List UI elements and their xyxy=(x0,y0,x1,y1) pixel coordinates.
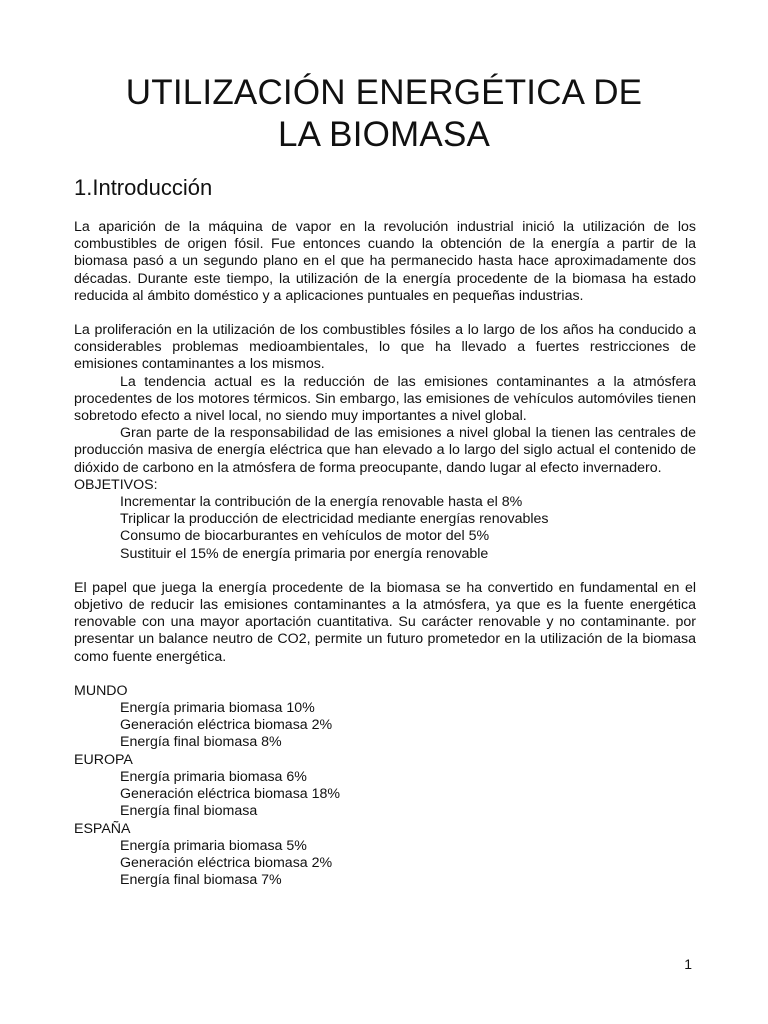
region-stat-item: Energía primaria biomasa 5% xyxy=(120,837,307,854)
region-stat-item: Generación eléctrica biomasa 2% xyxy=(120,717,333,734)
paragraph-gap xyxy=(74,305,696,322)
paragraph-intro: La aparición de la máquina de vapor en la revolución industrial inició la utilización de los combustibles de origen fósil. Fue entonces cuando la obtención de la energía a partir de la biomasa pasó a un segundo plano en el que ha permanecido hasta hace aproximadamente dos décadas. Durante este tiempo, la utilización de la energía procedente de la biomasa ha estado reducida al ámbito doméstico y a aplicaciones puntuales en pequeñas industrias. xyxy=(74,219,696,304)
region-label-espana: ESPAÑA xyxy=(74,820,131,837)
paragraph-gap xyxy=(74,563,696,580)
document-title xyxy=(60,72,708,156)
paragraph-current-trend: La tendencia actual es la reducción de las emisiones contaminantes a la atmósfera procedentes de los motores térmicos. Sin embargo, las emisiones de vehículos automóviles tienen sobretodo efecto a nivel local, no siendo muy importantes a nivel global. xyxy=(74,373,696,425)
paragraph-global-emissions: Gran parte de la responsabilidad de las emisiones a nivel global la tienen las centrales de producción masiva de energía eléctrica que han elevado a lo largo del siglo actual el contenido de dióxido de carbono en la atmósfera de forma preocupante, dando lugar al efecto invernadero. xyxy=(74,425,696,476)
title-line-1: UTILIZACIÓN ENERGÉTICA DE xyxy=(125,73,643,112)
paragraph-gap xyxy=(74,666,696,683)
objective-item: Incrementar la contribución de la energía renovable hasta el 8% xyxy=(120,494,523,511)
paragraph-fossil-fuels: La proliferación en la utilización de los combustibles fósiles a lo largo de los años ha conducido a considerables problemas medioambientales, lo que ha llevado a fuertes restricciones de emisiones contaminantes a los mismos. xyxy=(74,322,696,373)
objectives-label: OBJETIVOS: xyxy=(74,476,158,493)
region-stat-item: Energía final biomasa 7% xyxy=(120,872,282,889)
section-heading: 1.Introducción xyxy=(74,175,213,200)
region-stat-item: Energía primaria biomasa 6% xyxy=(120,768,307,785)
objective-item: Consumo de biocarburantes en vehículos de motor del 5% xyxy=(120,528,490,545)
region-label-europa: EUROPA xyxy=(74,751,133,768)
region-stat-item: Generación eléctrica biomasa 18% xyxy=(120,786,341,803)
objective-item: Sustituir el 15% de energía primaria por energía renovable xyxy=(120,545,489,562)
paragraph-biomass-role: El papel que juega la energía procedente de la biomasa se ha convertido en fundamental en el objetivo de reducir las emisiones contaminantes a la atmósfera, ya que es la fuente energética renovable con una mayor aportación cuantitativa. Su carácter renovable y no contaminante. por presentar un balance neutro de CO2, permite un futuro prometedor en la utilización de la biomasa como fuente energética. xyxy=(74,579,696,665)
region-stat-item: Energía final biomasa xyxy=(120,803,258,820)
region-stat-item: Energía final biomasa 8% xyxy=(120,734,282,751)
region-stat-item: Generación eléctrica biomasa 2% xyxy=(120,854,333,871)
region-label-mundo: MUNDO xyxy=(74,682,128,699)
objective-item: Triplicar la producción de electricidad mediante energías renovables xyxy=(120,511,549,528)
document-body xyxy=(74,219,696,889)
page-number: 1 xyxy=(684,956,692,972)
title-line-2: LA BIOMASA xyxy=(277,115,491,154)
region-stat-item: Energía primaria biomasa 10% xyxy=(120,700,315,717)
